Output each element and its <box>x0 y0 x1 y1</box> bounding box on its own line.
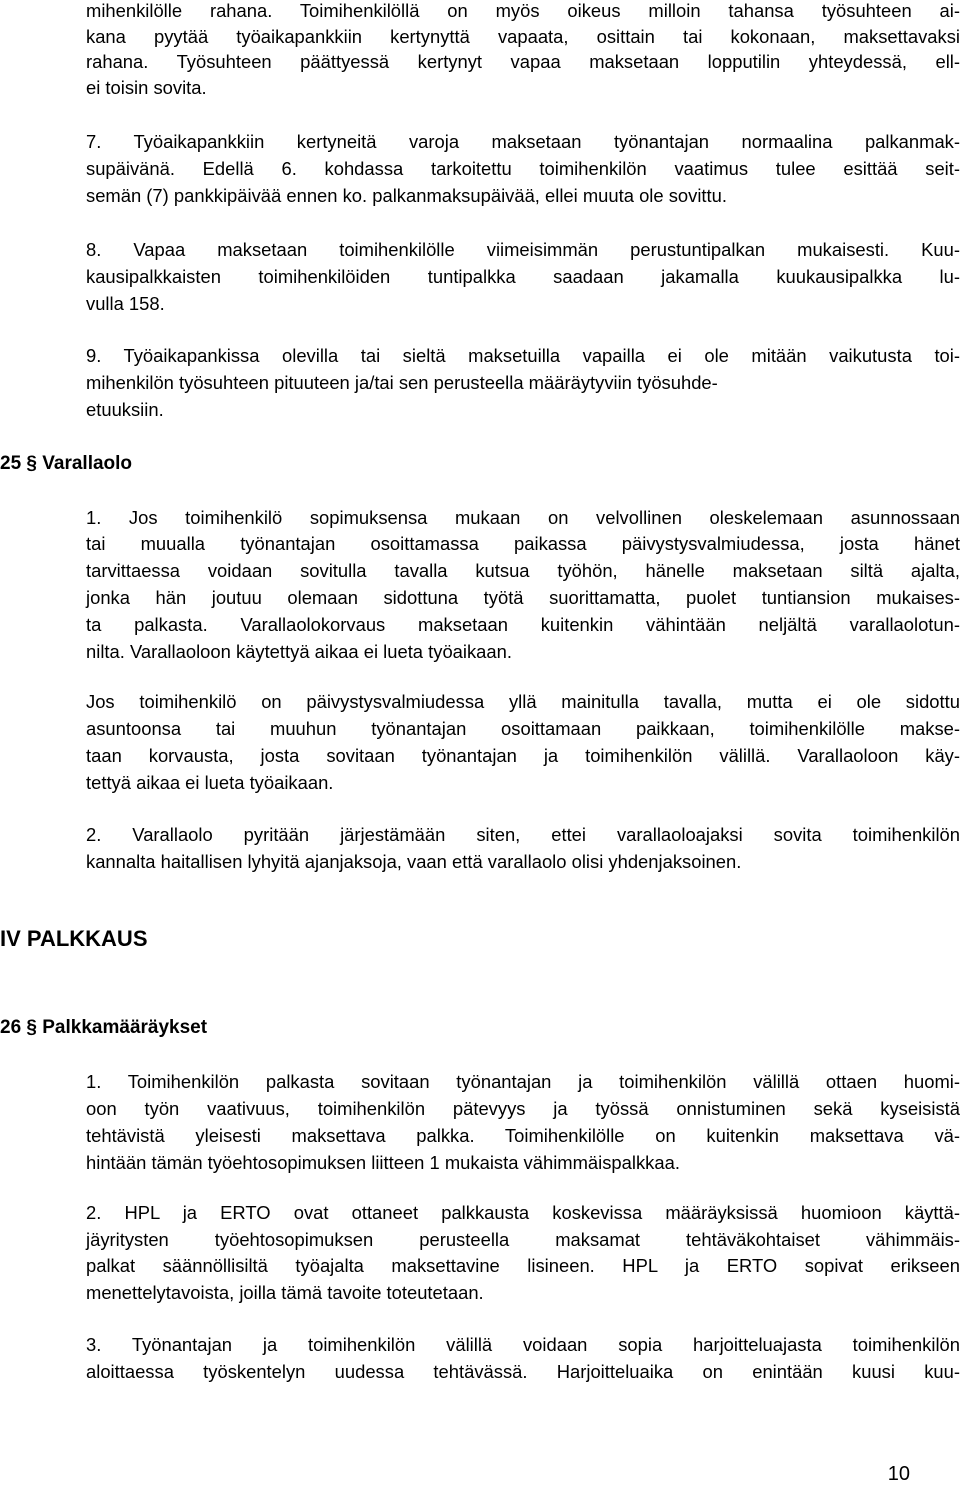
section-heading-palkkamaaraykset: 26 § Palkkamääräykset <box>0 1017 208 1038</box>
text-line: rahana. Työsuhteen päättyessä kertynyt vapaa maksetaan lopputilin yhteydessä, ell- <box>86 51 960 72</box>
text-line: 1. Toimihenkilön palkasta sovitaan työnantajan ja toimihenkilön välillä ottaen huomi- <box>86 1071 960 1092</box>
text-line: hintään tämän työehtosopimuksen liitteen 1 mukaista vähimmäispalkkaa. <box>86 1152 680 1173</box>
text-line: nilta. Varallaoloon käytettyä aikaa ei lueta työaikaan. <box>86 641 512 662</box>
text-line: semän (7) pankkipäivää ennen ko. palkanmaksupäivää, ellei muuta ole sovittu. <box>86 185 727 206</box>
text-line: tarvittaessa voidaan sovitulla tavalla kutsua työhön, hänelle maksetaan siltä ajalta, <box>86 560 960 581</box>
text-line: 2. Varallaolo pyritään järjestämään siten, ettei varallaoloajaksi sovita toimihenkilön <box>86 824 960 845</box>
page-number: 10 <box>887 1463 910 1485</box>
text-line: mihenkilölle rahana. Toimihenkilöllä on myös oikeus milloin tahansa työsuhteen ai- <box>86 0 960 21</box>
text-line: asuntoonsa tai muuhun työnantajan osoittamaan paikkaan, toimihenkilölle makse- <box>86 718 960 739</box>
text-line: taan korvausta, josta sovitaan työnantajan ja toimihenkilön välillä. Varallaoloon käy- <box>86 745 960 766</box>
text-line: ta palkasta. Varallaolokorvaus maksetaan kuitenkin vähintään neljältä varallaolotun- <box>86 614 960 635</box>
text-line: 9. Työaikapankissa olevilla tai sieltä maksetuilla vapailla ei ole mitään vaikutusta toi- <box>86 345 960 366</box>
text-line: etuuksiin. <box>86 399 164 420</box>
text-line: Jos toimihenkilö on päivystysvalmiudessa yllä mainitulla tavalla, mutta ei ole sidottu <box>86 691 960 712</box>
text-line: 8. Vapaa maksetaan toimihenkilölle viimeisimmän perustuntipalkan mukaisesti. Kuu- <box>86 239 960 260</box>
text-line: 1. Jos toimihenkilö sopimuksensa mukaan on velvollinen oleskelemaan asunnossaan <box>86 507 960 528</box>
text-line: aloittaessa työskentelyn uudessa tehtävässä. Harjoitteluaika on enintään kuusi kuu- <box>86 1361 960 1382</box>
text-line: 7. Työaikapankkiin kertyneitä varoja maksetaan työnantajan normaalina palkanmak- <box>86 131 960 152</box>
section-heading-varallaolo: 25 § Varallaolo <box>0 453 133 474</box>
text-line: menettelytavoista, joilla tämä tavoite toteutetaan. <box>86 1282 484 1303</box>
text-line: vulla 158. <box>86 293 165 314</box>
text-line: jäyritysten työehtosopimuksen perusteella maksamat tehtäväkohtaiset vähimmäis- <box>86 1229 960 1250</box>
text-line: supäivänä. Edellä 6. kohdassa tarkoitettu toimihenkilön vaatimus tulee esittää seit- <box>86 158 960 179</box>
text-line: jonka hän joutuu olemaan sidottuna työtä suorittamatta, puolet tuntiansion mukaises- <box>86 587 960 608</box>
text-line: 2. HPL ja ERTO ovat ottaneet palkkausta koskevissa määräyksissä huomioon käyttä- <box>86 1202 960 1223</box>
text-line: palkat säännöllisiltä työajalta maksettavine lisineen. HPL ja ERTO sopivat erikseen <box>86 1255 960 1276</box>
text-line: tai muualla työnantajan osoittamassa paikassa päivystysvalmiudessa, josta hänet <box>86 533 960 554</box>
text-line: tettyä aikaa ei lueta työaikaan. <box>86 772 334 793</box>
text-line: mihenkilön työsuhteen pituuteen ja/tai sen perusteella määräytyviin työsuhde- <box>86 372 718 393</box>
part-heading-palkkaus: IV PALKKAUS <box>0 926 148 951</box>
text-line: kannalta haitallisen lyhyitä ajanjaksoja, vaan että varallaolo olisi yhdenjaksoinen. <box>86 851 742 872</box>
text-line: oon työn vaativuus, toimihenkilön pätevyys ja työssä onnistuminen sekä kyseisistä <box>86 1098 960 1119</box>
text-line: kausipalkkaisten toimihenkilöiden tuntipalkka saadaan jakamalla kuukausipalkka lu- <box>86 266 960 287</box>
text-line: kana pyytää työaikapankkiin kertynyttä vapaata, osittain tai kokonaan, maksettavaksi <box>86 26 960 47</box>
text-line: 3. Työnantajan ja toimihenkilön välillä voidaan sopia harjoitteluajasta toimihenkilön <box>86 1334 960 1355</box>
text-line: tehtävistä yleisesti maksettava palkka. Toimihenkilölle on kuitenkin maksettava vä- <box>86 1125 960 1146</box>
text-line: ei toisin sovita. <box>86 77 207 98</box>
